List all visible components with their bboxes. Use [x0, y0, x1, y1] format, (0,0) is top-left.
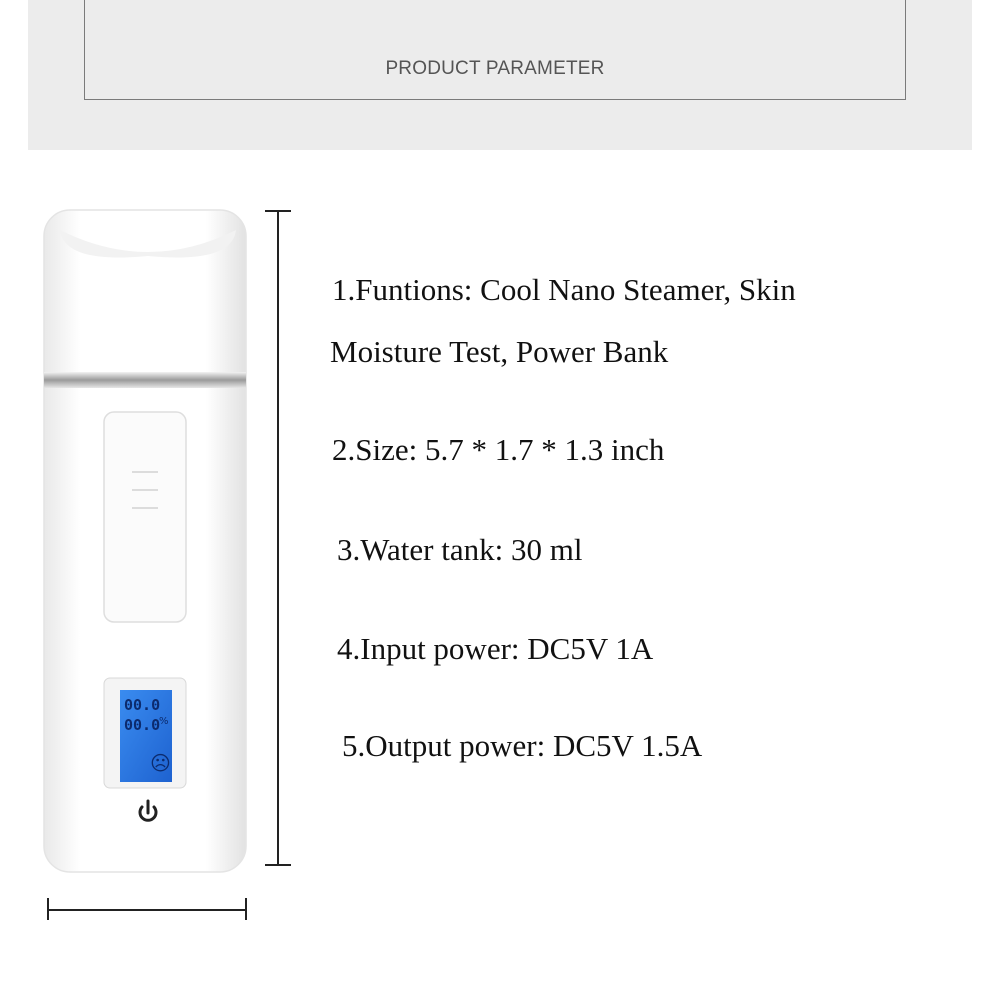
- width-dimension-cap-left: [47, 898, 49, 920]
- page-title: PRODUCT PARAMETER: [385, 58, 605, 79]
- spec-functions-line1: 1.Funtions: Cool Nano Steamer, Skin: [332, 272, 796, 307]
- lcd-face-icon: ☹: [150, 751, 171, 775]
- width-dimension-cap-right: [245, 898, 247, 920]
- height-dimension-cap-top: [265, 210, 291, 212]
- header-frame: [84, 0, 906, 100]
- spec-water-tank: 3.Water tank: 30 ml: [337, 532, 583, 567]
- lcd-reading-1: 00.0: [124, 696, 161, 714]
- lcd-reading-2: 00.0: [124, 716, 161, 734]
- spec-functions-line2: Moisture Test, Power Bank: [330, 334, 669, 369]
- lcd-percent: %: [159, 716, 169, 727]
- spec-size: 2.Size: 5.7 * 1.7 * 1.3 inch: [332, 432, 665, 467]
- nano-steamer-device: [40, 204, 250, 876]
- spec-output-power: 5.Output power: DC5V 1.5A: [342, 728, 703, 763]
- height-dimension-line: [277, 211, 279, 865]
- height-dimension-cap-bottom: [265, 864, 291, 866]
- device-chrome-ring: [44, 372, 246, 388]
- spec-input-power: 4.Input power: DC5V 1A: [337, 631, 654, 666]
- width-dimension-line: [48, 909, 246, 911]
- device-slider: [104, 412, 186, 622]
